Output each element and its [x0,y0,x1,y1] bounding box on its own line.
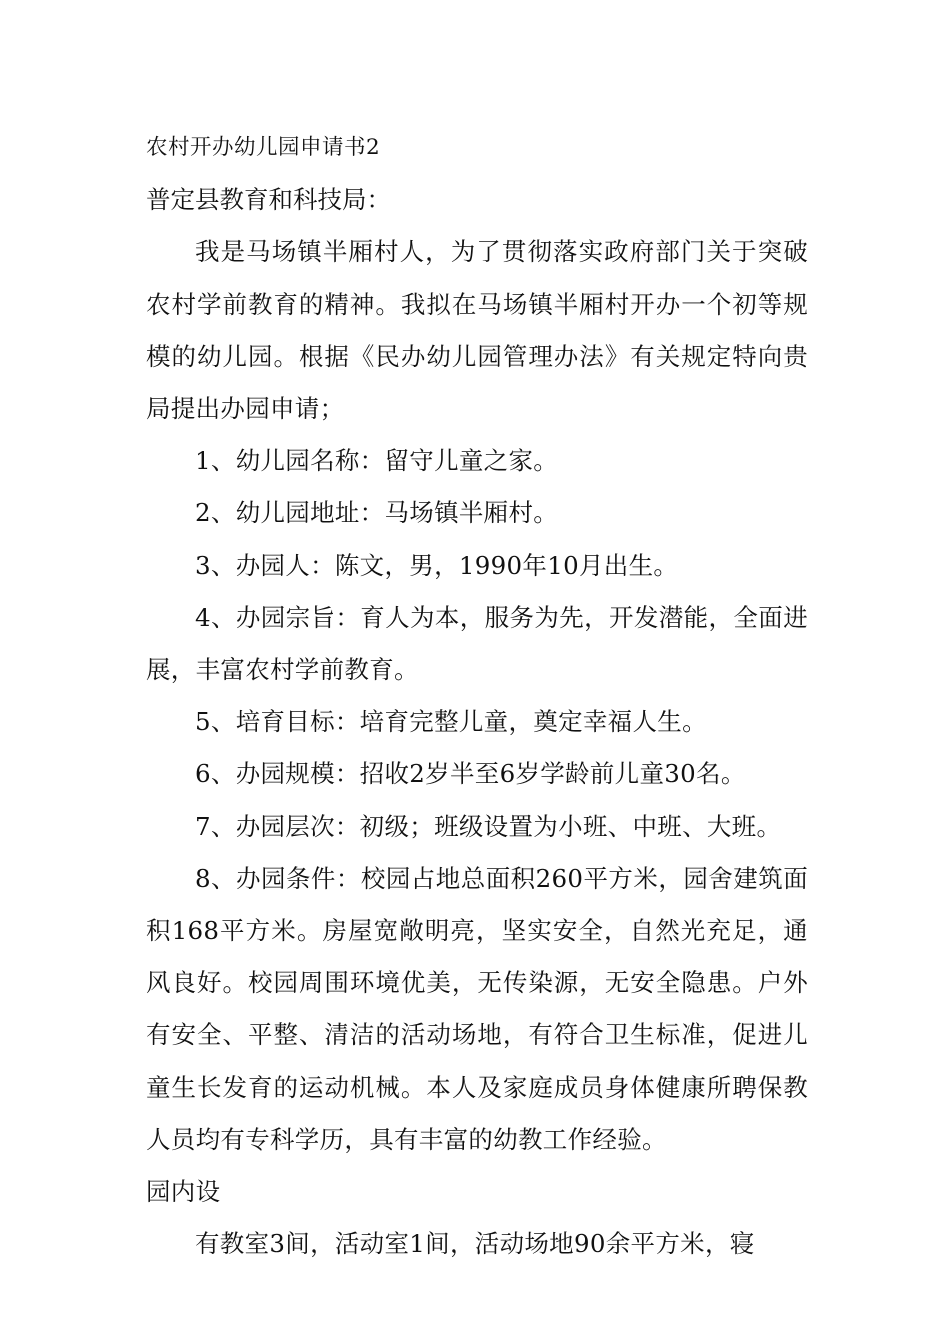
paragraph-item-6-scale: 6、办园规模：招收2岁半至6岁学龄前儿童30名。 [195,759,746,789]
document-body [146,122,808,1270]
paragraph-item-1-name: 1、幼儿园名称：留守儿童之家。 [195,446,559,476]
document-title: 农村开办幼儿园申请书2 [146,135,381,160]
salutation: 普定县教育和科技局： [146,185,391,215]
paragraph-item-2-address: 2、幼儿园地址：马场镇半厢村。 [195,498,559,528]
paragraph-item-4-purpose: 4、办园宗旨：育人为本，服务为先，开发潜能，全面进展，丰富农村学前教育。 [146,602,808,685]
paragraph-intro: 我是马场镇半厢村人，为了贯彻落实政府部门关于突破农村学前教育的精神。我拟在马场镇半厢村开办一个初等规模的幼儿园。根据《民办幼儿园管理办法》有关规定特向贵局提出办园申请； [146,237,808,424]
paragraph-item-3-founder: 3、办园人：陈文，男，1990年10月出生。 [195,550,679,580]
paragraph-fragment: 园内设 [146,1177,221,1207]
paragraph-facilities: 有教室3间，活动室1间，活动场地90余平方米，寝 [195,1229,755,1259]
paragraph-item-7-level: 7、办园层次：初级；班级设置为小班、中班、大班。 [195,811,782,841]
paragraph-item-8-conditions: 8、办园条件：校园占地总面积260平方米，园舍建筑面积168平方米。房屋宽敞明亮，坚实安全，自然光充足，通风良好。校园周围环境优美，无传染源，无安全隐患。户外有安全、平整、清洁的活动场地，有符合卫生标准，促进儿童生长发育的运动机械。本人及家庭成员身体健康所聘保教人员均有专科学历，具有丰富的幼教工作经验。 [146,863,808,1154]
paragraph-item-5-goal: 5、培育目标：培育完整儿童，奠定幸福人生。 [195,707,707,737]
